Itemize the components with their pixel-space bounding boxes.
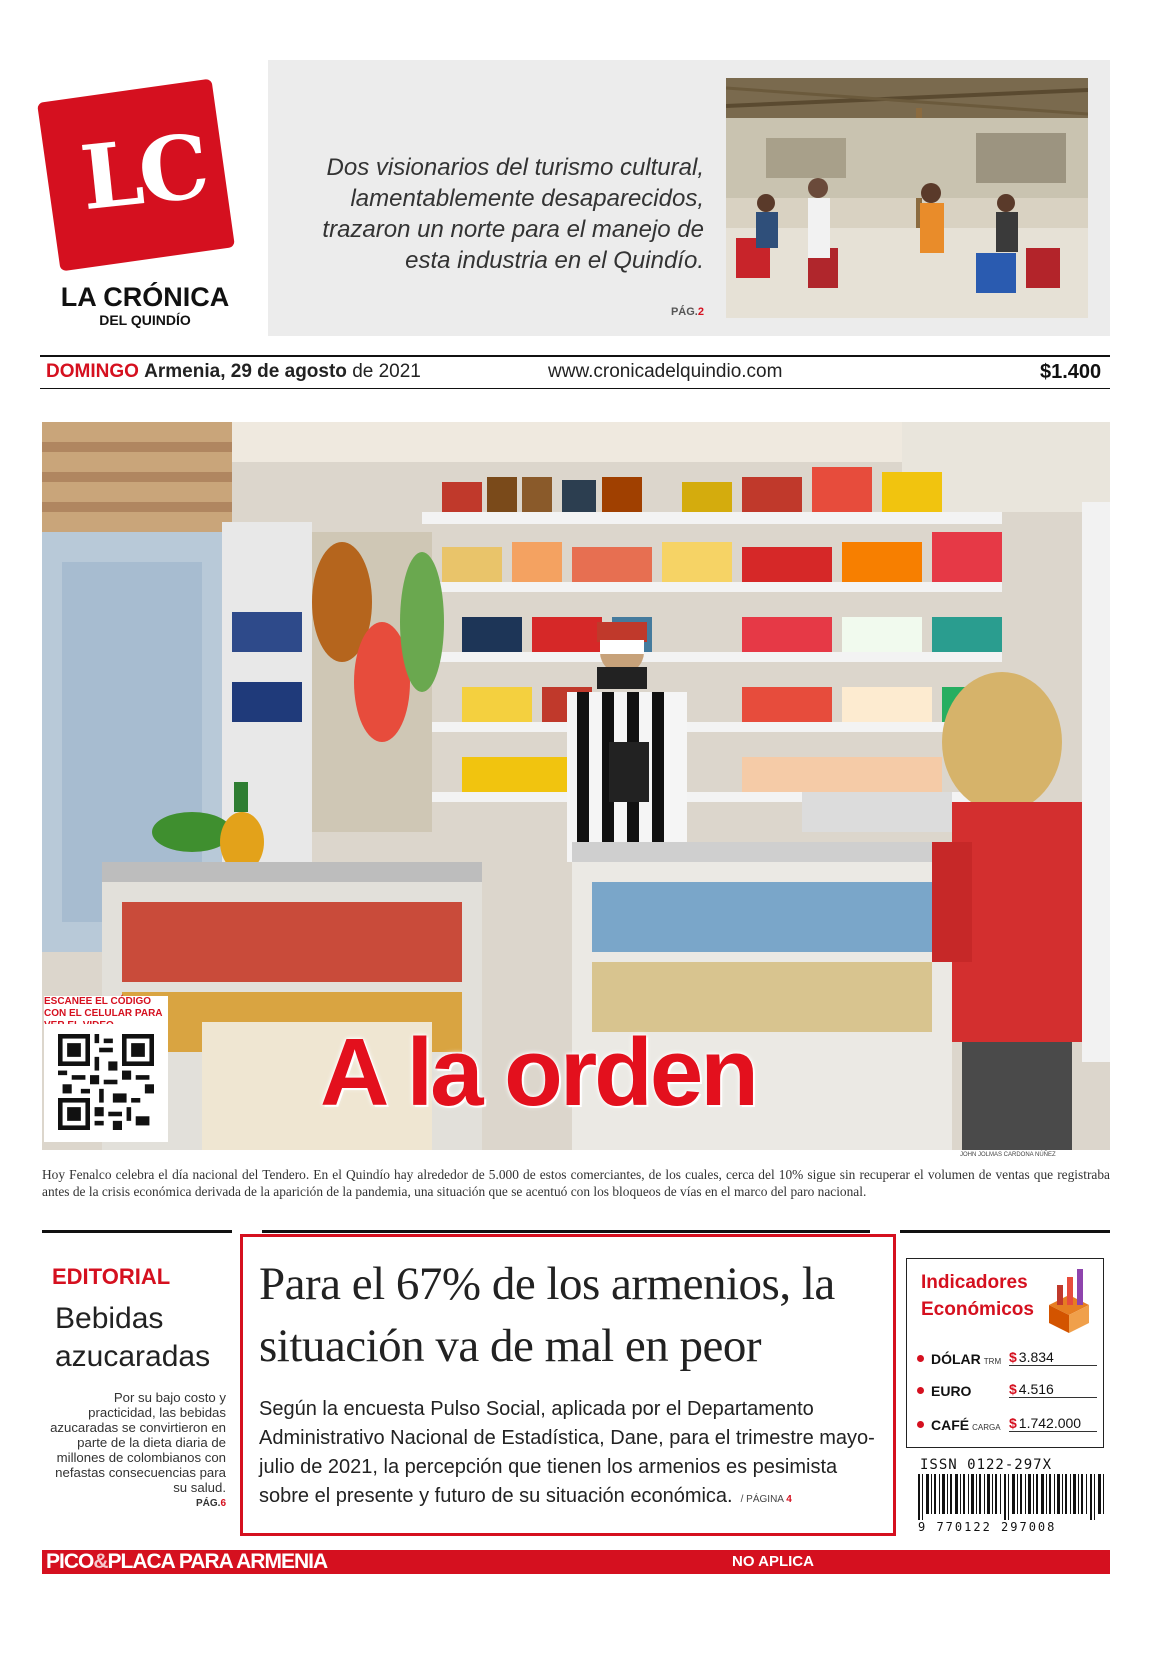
lead-page-ref[interactable]: / PÁGINA 4 [740,1494,792,1505]
website-link[interactable]: www.cronicadelquindio.com [548,361,783,382]
teaser-text: Dos visionarios del turismo cultural, lamentablemente desaparecidos, trazaron un norte para el manejo de esta industria en el Quindío. [322,154,704,274]
dateline-year: de 2021 [352,361,421,382]
qr-code[interactable] [44,1024,168,1142]
lead-story[interactable] [240,1234,896,1536]
photo-credit: JOHN JOLMAS CARDONA NÚÑEZ [960,1152,1056,1158]
teaser-page-ref: PÁG.2 [670,306,704,318]
teaser-photo [726,78,1088,318]
indicator-sub: CARGA [972,1423,1001,1432]
editorial-body: Por su bajo costo y practicidad, las bebidas azucaradas se convirtieron en parte de la dieta diaria de millones de colombianos con nefastas consecuencias para su salud. [50,1390,226,1495]
dateline [46,361,421,383]
editorial-page-ref[interactable]: PÁG.6 [195,1498,226,1509]
pico-placa-bar [42,1550,1110,1574]
pico-placa-status: NO APLICA [732,1553,814,1570]
economic-indicators [906,1258,1104,1448]
lead-body: Según la encuesta Pulso Social, aplicada por el Departamento Administrativo Nacional de Estadística, Dane, para el trimestre mayo-julio de 2021, la percepción que tienen los armenios es pesimista sobre el presente y futuro de su situación económica. / PÁGINA 4 [259,1398,875,1507]
indicator-label: EURO [931,1383,972,1399]
dateline-day: DOMINGO [46,361,139,382]
logo-letters: LC [75,113,211,231]
indicator-row-dolar: DÓLAR TRM $ 3.834 [917,1347,1097,1373]
barcode-icon [918,1474,1108,1520]
newspaper-name: LA CRÓNICA [60,282,230,312]
dateline-city-date: Armenia, 29 de agosto [144,361,347,382]
chart-cube-icon [1039,1265,1099,1335]
indicator-bullet [917,1387,924,1394]
editorial-label: EDITORIAL [52,1264,171,1289]
dateline-rule-bottom [40,388,1110,389]
pico-placa-title: PICO&PLACA PARA ARMENIA [46,1550,328,1573]
newspaper-subname: DEL QUINDÍO [99,312,191,328]
indicator-bullet [917,1421,924,1428]
lead-title: Para el 67% de los armenios, la situación va de mal en peor [259,1258,835,1372]
indicator-value: 3.834 [1018,1349,1054,1365]
indicator-row-euro: EURO $ 4.516 [917,1379,1097,1405]
photo-caption: Hoy Fenalco celebra el día nacional del Tendero. En el Quindío hay alrededor de 5.000 de estos comerciantes, de los cuales, cerca del 10% sigue sin recuperar el volumen de ventas que registraba antes de la crisis económica derivada de la aparición de la pandemia, una situación que se acentuó con los bloqueos de vías en el marco del paro nacional. [42,1167,1110,1199]
dateline-rule-top [40,355,1110,357]
indicator-value: 1.742.000 [1018,1415,1082,1431]
top-teaser[interactable] [268,60,1110,336]
section-rule-middle [262,1230,870,1233]
indicator-value: 4.516 [1018,1381,1054,1397]
section-rule-left [42,1230,232,1233]
editorial-title[interactable]: Bebidas azucaradas [55,1302,211,1373]
indicator-label: CAFÉ [931,1417,970,1433]
main-headline[interactable]: A la orden [320,1019,756,1126]
indicator-sub: TRM [983,1357,1002,1366]
indicators-title: Indicadores Económicos [921,1272,1034,1320]
masthead-logo[interactable] [40,82,238,278]
section-rule-right [900,1230,1110,1233]
issue-price: $1.400 [1040,361,1102,383]
indicator-bullet [917,1355,924,1362]
indicator-row-cafe: CAFÉ CARGA $ 1.742.000 [917,1413,1097,1439]
issn-label: ISSN 0122-297X [920,1457,1053,1473]
barcode-digits: 9 770122 297008 [918,1520,1057,1534]
indicator-label: DÓLAR [931,1351,981,1367]
qr-code-icon [58,1032,154,1132]
qr-caption: ESCANEE EL CÓDIGO CON EL CELULAR PARA [44,996,168,1032]
